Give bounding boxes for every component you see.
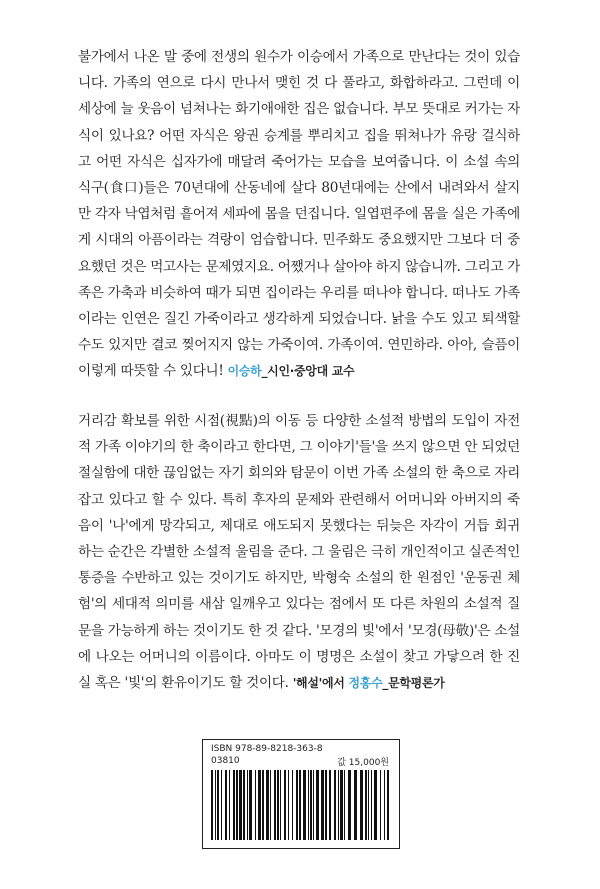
review-2-credit [293, 676, 445, 690]
review-2-affiliation: _문학평론가 [382, 676, 445, 691]
review-2-author: 정홍수 [348, 676, 383, 691]
review-2 [78, 408, 520, 696]
review-1-body: 불가에서 나온 말 중에 전생의 원수가 이승에서 가족으로 만난다는 것이 있습니다. 가족의 연으로 다시 만나서 맺힌 것 다 풀라고, 화합하라고. 그런데 이 세상에 늘 웃음이 넘쳐나는 화기애애한 집은 없습니다. 부모 뜻대로 커가는 자식이 있나요? 어떤 자식은 왕권 승계를 뿌리치고 집을 뛰쳐나가 유랑 걸식하고 어떤 자식은 십자가에 매달려 죽어가는 모습을 보여줍니다. 이 소설 속의 식구(食口)들은 70년대에 산동네에 살다 80년대에는 산에서 내려와서 살지만 각자 낙엽처럼 흩어져 세파에 몸을 던집니다. 일엽편주에 몸을 실은 가족에게 시대의 아픔이라는 격랑이 엄습합니다. 민주화도 중요했지만 그보다 더 중요했던 것은 먹고사는 문제였지요. 어쨌거나 살아야 하지 않습니까. 그리고 가족은 가축과 비슷하여 때가 되면 집이라는 우리를 떠나야 합니다. 떠나도 가족이라는 인연은 질긴 가죽이라고 생각하게 되었습니다. 낡을 수도 있고 퇴색할 수도 있지만 결코 찢어지지 않는 가죽이여. 가족이여. 연민하라. 아아, 슬픔이 이렇게 따뜻할 수 있다니! [78, 49, 521, 380]
price-label: 값 15,000원 [337, 758, 389, 768]
review-1-affiliation: _시인·중앙대 교수 [261, 364, 355, 379]
barcode-labels [211, 743, 323, 767]
barcode-bars [211, 770, 391, 840]
review-1 [78, 44, 520, 385]
review-1-credit [228, 364, 355, 378]
barcode-box [202, 739, 400, 849]
review-2-source: '해설'에서 [292, 676, 345, 691]
isbn-number: ISBN 978-89-8218-363-8 [211, 744, 323, 754]
review-2-body: 거리감 확보를 위한 시점(視點)의 이동 등 다양한 소설적 방법의 도입이 자전적 가족 이야기의 한 축이라고 한다면, 그 이야기'들'을 쓰지 않으면 안 되었던 절실함에 대한 끊임없는 자기 회의와 탐문이 이번 가족 소설의 한 축으로 자리 잡고 있다고 할 수 있다. 특히 후자의 문제와 관련해서 어머니와 아버지의 죽음이 '나'에게 망각되고, 제대로 애도되지 못했다는 뒤늦은 자각이 거듭 회귀하는 순간은 각별한 소설적 울림을 준다. 그 울림은 극히 개인적이고 실존적인 통증을 수반하고 있는 것이기도 하지만, 박형숙 소설의 한 원점인 '운동권 체험'의 세대적 의미를 새삼 일깨우고 있다는 점에서 또 다른 차원의 소설적 질문을 가능하게 하는 것이기도 한 것 같다. '모경의 빛'에서 '모경(母敬)'은 소설에 나오는 어머니의 이름이다. 아마도 이 명명은 소설이 찾고 가닿으려 한 진실 혹은 '빛'의 환유이기도 할 것이다. [78, 413, 521, 692]
isbn-addon: 03810 [211, 756, 240, 766]
review-1-author: 이승하 [227, 364, 262, 379]
